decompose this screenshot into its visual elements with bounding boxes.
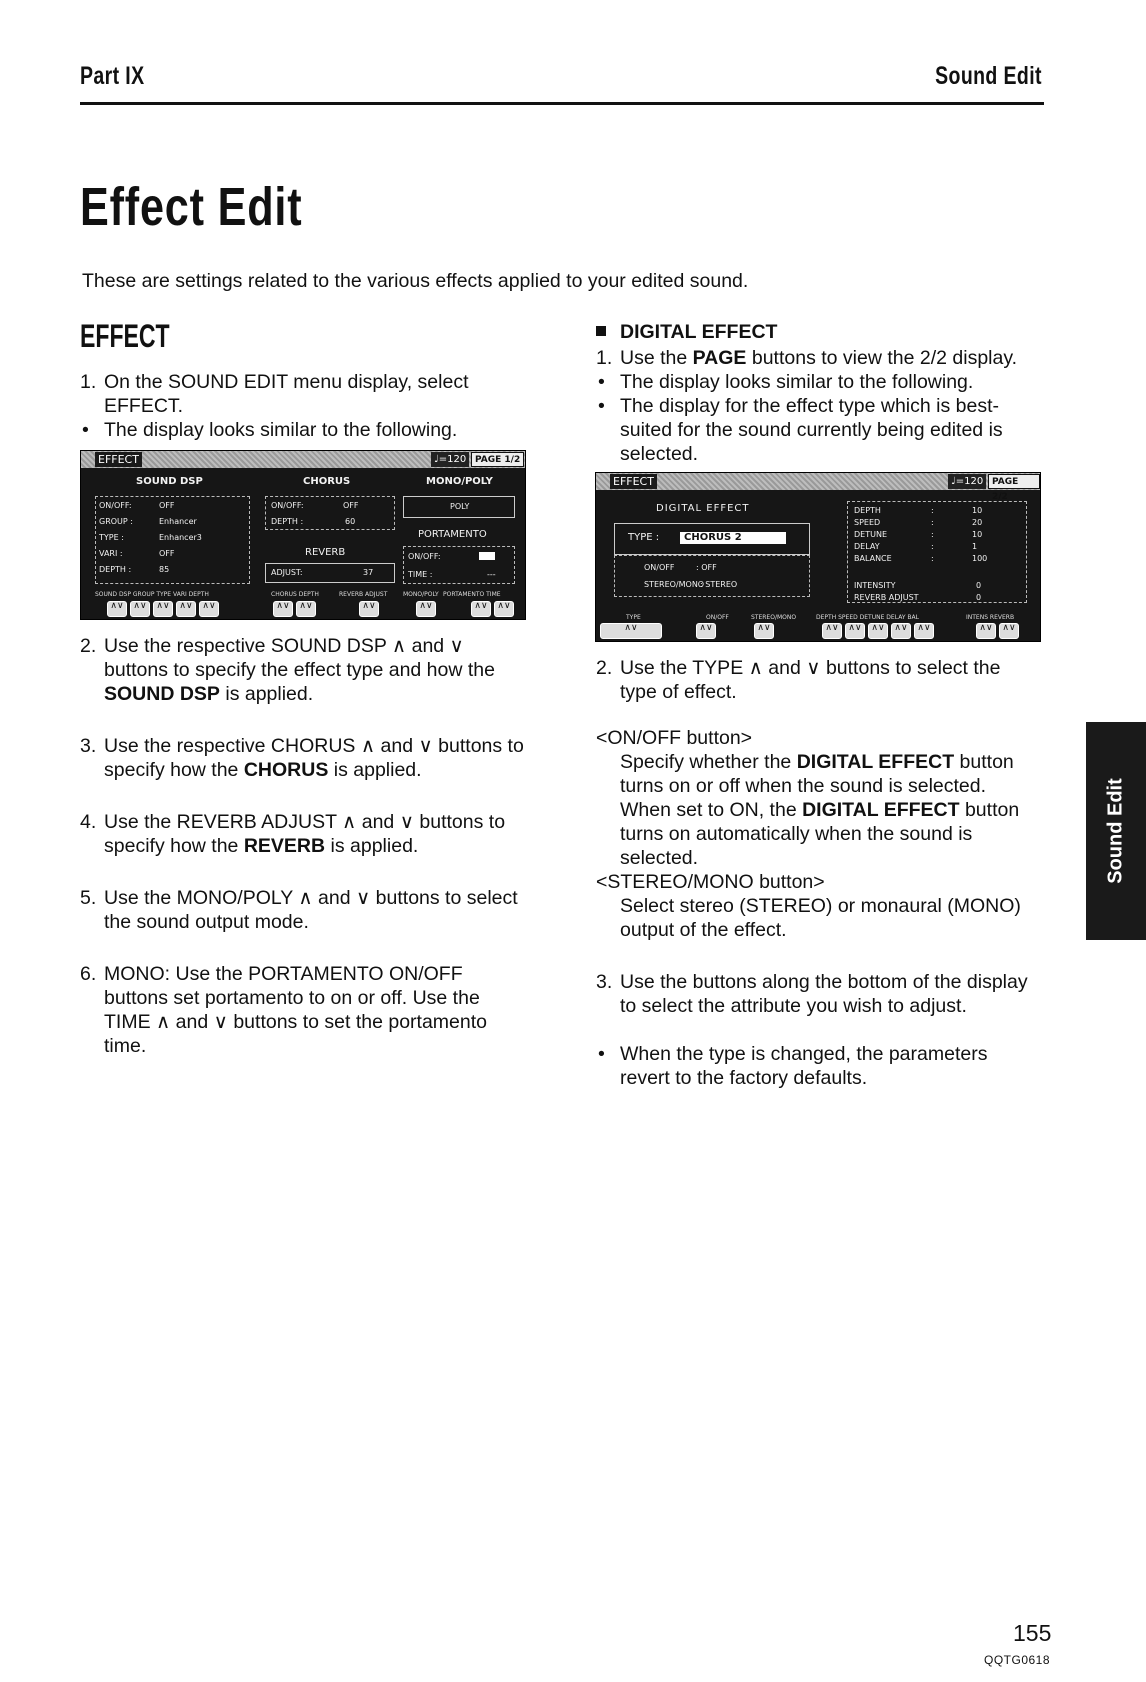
mono-poly-button[interactable]: ∧∨ <box>416 601 436 617</box>
speed-button[interactable]: ∧∨ <box>845 623 865 639</box>
detune-button[interactable]: ∧∨ <box>868 623 888 639</box>
lcd-dsp-row-value: OFF <box>159 501 175 510</box>
lcd-effect-page1 <box>80 450 526 620</box>
lcd-param-value: 100 <box>972 554 988 563</box>
type-button[interactable]: ∧∨ <box>600 623 662 639</box>
lcd-onoff-stereo-box <box>614 555 810 597</box>
digital-bullet-3: • When the type is changed, the parameters revert to the factory defaults. <box>596 1042 1042 1090</box>
lcd-stereo-button-row <box>754 623 774 639</box>
step-number: 3. <box>80 735 97 757</box>
section-label: Sound Edit <box>935 62 1042 90</box>
lcd-chorus-button-row <box>273 601 316 617</box>
dsp-depth-button[interactable]: ∧∨ <box>199 601 219 617</box>
effect-bullet-1: • The display looks similar to the following. <box>80 418 525 442</box>
lcd-intensity-value: 0 <box>976 581 982 590</box>
lcd-param-colon: : <box>931 542 934 551</box>
step-number: 2. <box>80 635 97 657</box>
reverb-adjust-button[interactable]: ∧∨ <box>999 623 1019 639</box>
lcd-digital-effect-label: DIGITAL EFFECT <box>656 503 750 514</box>
lcd-bottom-label-onoff: ON/OFF <box>706 614 729 621</box>
dsp-type-button[interactable]: ∧∨ <box>153 601 173 617</box>
document-code: QQTG0618 <box>984 1653 1051 1667</box>
lcd-stereo-key: STEREO/MONO <box>644 580 705 589</box>
lcd-dsp-row-key: GROUP : <box>99 517 133 526</box>
effect-steps-top <box>80 370 525 442</box>
digital-steps-top <box>596 320 1042 466</box>
stereo-heading: <STEREO/MONO button> <box>596 871 825 893</box>
depth-button[interactable]: ∧∨ <box>822 623 842 639</box>
digital-step-3: 3. Use the buttons along the bottom of the display to select the attribute you wish to adjust. <box>596 971 1028 1017</box>
lcd-intensity-button-row <box>976 623 1019 639</box>
lcd-chorus-label: CHORUS <box>303 476 351 487</box>
lcd-bottom-label-intens: INTENS REVERB <box>966 614 1015 621</box>
lcd-dsp-row-key: ON/OFF: <box>99 501 132 510</box>
lcd-monopoly-button-row <box>416 601 436 617</box>
effect-step-6: 6. MONO: Use the PORTAMENTO ON/OFF buttons set portamento to on or off. Use the TIME ∧ and ∨ buttons to set the portamento time. <box>80 963 487 1057</box>
lcd-dsp-row-value: 85 <box>159 565 170 574</box>
step-number: 4. <box>80 811 97 833</box>
effect-step-4: 4. Use the REVERB ADJUST ∧ and ∨ buttons to specify how the REVERB is applied. <box>80 811 506 857</box>
lcd-effect-tag: EFFECT <box>95 452 142 467</box>
lcd-bottom-label-portamento: PORTAMENTO TIME <box>443 591 501 598</box>
lcd-param-value: 10 <box>972 530 983 539</box>
lcd-bottom-label-params: DEPTH SPEED DETUNE DELAY BAL <box>816 614 919 621</box>
effect-step-5: 5. Use the MONO/POLY ∧ and ∨ buttons to select the sound output mode. <box>80 887 518 933</box>
effect-steps-bottom <box>80 634 526 1058</box>
side-tab-label: Sound Edit <box>1104 778 1127 884</box>
intro-text: These are settings related to the various effects applied to your edited sound. <box>82 270 749 292</box>
lcd-bottom-label-monopoly: MONO/POLY <box>403 591 439 598</box>
lcd-dsp-row-key: DEPTH : <box>99 565 132 574</box>
stereo-description: Select stereo (STEREO) or monaural (MONO) output of the effect. <box>620 895 1021 941</box>
stereo-mono-button[interactable]: ∧∨ <box>754 623 774 639</box>
step-number: 1. <box>596 347 613 369</box>
lcd-dsp-row-key: TYPE : <box>99 533 124 542</box>
lcd-adjust-value: 37 <box>363 568 374 577</box>
lcd-port-onoff-indicator <box>479 552 495 560</box>
lcd-time-key: TIME : <box>408 570 433 579</box>
lcd-dsp-row-value: Enhancer <box>159 517 197 526</box>
lcd-bottom-label-type: TYPE <box>626 614 641 621</box>
lcd-chorus-onoff-value: OFF <box>343 501 359 510</box>
lcd-type-value[interactable]: CHORUS 2 <box>680 532 786 544</box>
onoff-description: Specify whether the DIGITAL EFFECT button turns on or off when the sound is selected. When set to ON, the DIGITAL EFFECT button turns on automatically when the sound is selected. <box>620 751 1020 869</box>
lcd-page-indicator: PAGE 2/2 <box>988 474 1040 489</box>
lcd-type-button-row <box>600 623 662 639</box>
digital-bullet-1: • The display looks similar to the following. <box>596 370 1042 394</box>
header-rule <box>80 102 1044 105</box>
lcd-chorus-depth-value: 60 <box>345 517 356 526</box>
effect-step-3: 3. Use the respective CHORUS ∧ and ∨ buttons to specify how the CHORUS is applied. <box>80 735 524 781</box>
lcd-param-value: 1 <box>972 542 978 551</box>
onoff-heading: <ON/OFF button> <box>596 727 753 749</box>
lcd-onoff-key: ON/OFF <box>644 563 675 572</box>
lcd-bottom-label-dsp: SOUND DSP GROUP TYPE VARI DEPTH <box>95 591 209 598</box>
delay-button[interactable]: ∧∨ <box>891 623 911 639</box>
lcd-onoff-button-row <box>696 623 716 639</box>
side-tab <box>1086 722 1146 940</box>
lcd-param-value: 20 <box>972 518 983 527</box>
lcd-chorus-depth-key: DEPTH : <box>271 517 304 526</box>
lcd-dsp-row-key: VARI : <box>99 549 123 558</box>
lcd-dsp-row-value: OFF <box>159 549 175 558</box>
lcd-bottom-label-chorus: CHORUS DEPTH <box>271 591 319 598</box>
lcd-stereo-value: : STEREO <box>700 580 738 589</box>
lcd-port-onoff-key: ON/OFF: <box>408 552 441 561</box>
dsp-group-button[interactable]: ∧∨ <box>130 601 150 617</box>
digital-steps-bottom <box>596 656 1042 1090</box>
lcd-param-colon: : <box>931 554 934 563</box>
part-label: Part IX <box>80 62 145 90</box>
step-number: 6. <box>80 963 97 985</box>
lcd-onoff-value: : OFF <box>696 563 717 572</box>
lcd-intensity-key: INTENSITY <box>854 581 896 590</box>
digital-step-1: 1. Use the PAGE buttons to view the 2/2 display. <box>596 347 1018 369</box>
lcd-bottom-label-reverb: REVERB ADJUST <box>339 591 388 598</box>
digital-step-2: 2. Use the TYPE ∧ and ∨ buttons to select the type of effect. <box>596 657 1001 703</box>
page-title: Effect Edit <box>80 177 303 237</box>
lcd-mono-poly-label: MONO/POLY <box>426 476 493 487</box>
lcd-time-value: --- <box>487 570 496 579</box>
lcd-reverb-adjust-key: REVERB ADJUST <box>854 593 919 602</box>
lcd-page-indicator: PAGE 1/2 <box>471 452 524 467</box>
lcd-chorus-onoff-key: ON/OFF: <box>271 501 304 510</box>
step-number: 1. <box>80 371 97 393</box>
portamento-time-button[interactable]: ∧∨ <box>494 601 514 617</box>
lcd-portamento-label: PORTAMENTO <box>418 529 487 540</box>
lcd-effect-tag: EFFECT <box>610 474 657 489</box>
step-number: 2. <box>596 657 613 679</box>
effect-step-2: 2. Use the respective SOUND DSP ∧ and ∨ buttons to specify the effect type and how the SOUND DSP is applied. <box>80 635 495 705</box>
page-number: 155 <box>1013 1620 1052 1646</box>
lcd-tempo: ♩=120 <box>948 474 986 489</box>
step-text: On the SOUND EDIT menu display, select EFFECT. <box>104 371 469 417</box>
effect-step-1 <box>80 370 525 418</box>
dsp-onoff-button[interactable]: ∧∨ <box>107 601 127 617</box>
lcd-param-key: BALANCE <box>854 554 892 563</box>
lcd-dsp-button-row <box>107 601 219 617</box>
lcd-tempo: ♩=120 <box>431 452 469 467</box>
balance-button[interactable]: ∧∨ <box>914 623 934 639</box>
lcd-reverb-button-row <box>359 601 379 617</box>
chorus-depth-button[interactable]: ∧∨ <box>296 601 316 617</box>
lcd-param-key: DEPTH <box>854 506 881 515</box>
lcd-param-key: DETUNE <box>854 530 887 539</box>
chorus-onoff-button[interactable]: ∧∨ <box>273 601 293 617</box>
lcd-effect-page2 <box>595 472 1041 642</box>
lcd-reverb-label: REVERB <box>305 547 346 558</box>
step-number: 3. <box>596 971 613 993</box>
portamento-onoff-button[interactable]: ∧∨ <box>471 601 491 617</box>
lcd-sound-dsp-label: SOUND DSP <box>136 476 203 487</box>
lcd-param-key: SPEED <box>854 518 881 527</box>
lcd-bottom-label-stereo: STEREO/MONO <box>751 614 797 621</box>
onoff-button[interactable]: ∧∨ <box>696 623 716 639</box>
lcd-adjust-key: ADJUST: <box>271 568 303 577</box>
lcd-type-key: TYPE : <box>628 532 660 543</box>
lcd-poly-value: POLY <box>450 502 470 511</box>
lcd-dsp-row-value: Enhancer3 <box>159 533 202 542</box>
lcd-param-value: 10 <box>972 506 983 515</box>
lcd-param-key: DELAY <box>854 542 880 551</box>
dsp-vari-button[interactable]: ∧∨ <box>176 601 196 617</box>
lcd-param-colon: : <box>931 518 934 527</box>
intensity-button[interactable]: ∧∨ <box>976 623 996 639</box>
lcd-param-colon: : <box>931 530 934 539</box>
step-number: 5. <box>80 887 97 909</box>
lcd-params-button-row <box>822 623 934 639</box>
digital-heading: • DIGITAL EFFECT <box>596 320 1042 344</box>
lcd-param-colon: : <box>931 506 934 515</box>
lcd-reverb-adjust-value: 0 <box>976 593 982 602</box>
reverb-adjust-button[interactable]: ∧∨ <box>359 601 379 617</box>
effect-heading: EFFECT <box>80 318 170 354</box>
lcd-portamento-button-row <box>471 601 514 617</box>
digital-bullet-2: • The display for the effect type which is best-suited for the sound currently being edited is selected. <box>596 394 1042 466</box>
